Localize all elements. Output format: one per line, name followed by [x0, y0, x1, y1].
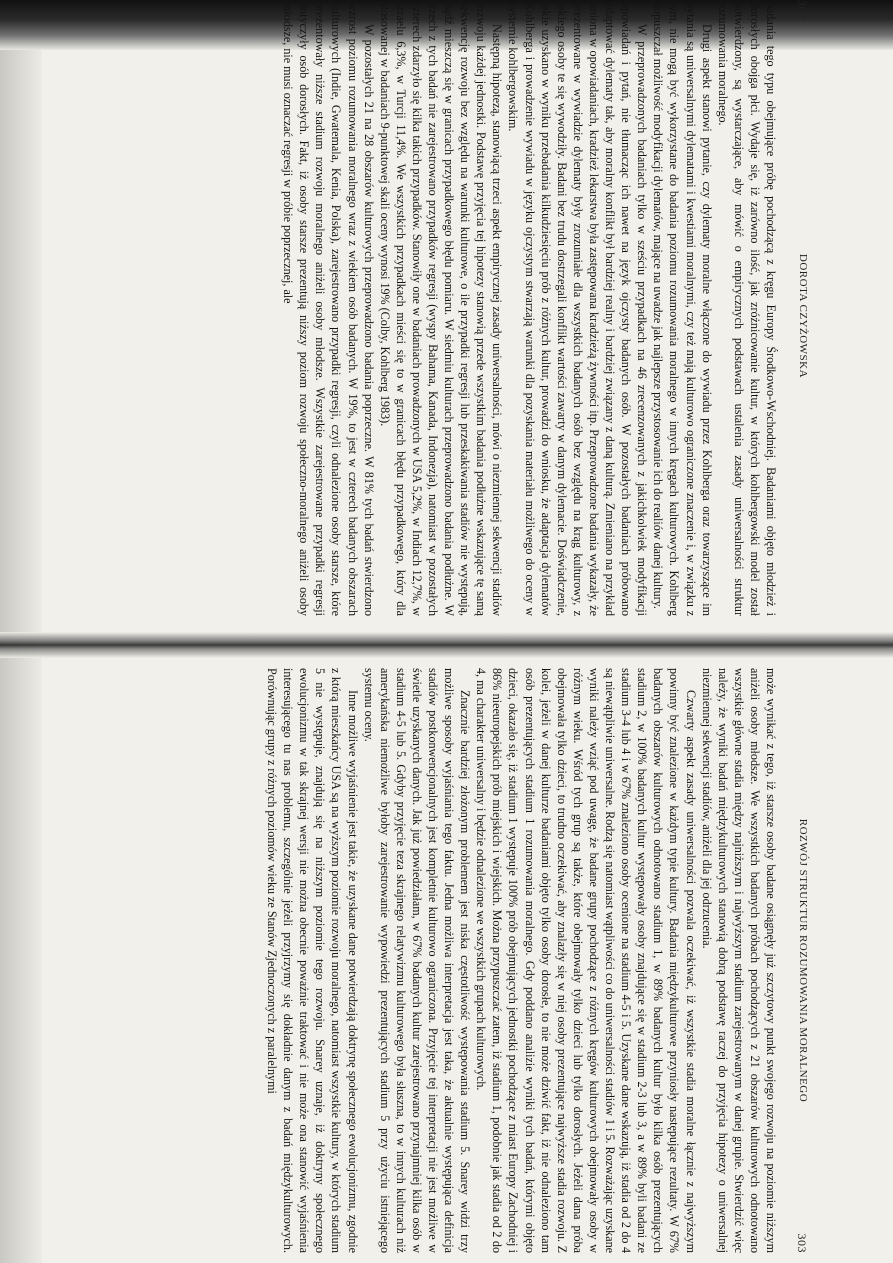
paragraph: Następną hipotezą, stanowiącą trzeci aspekt empirycznej zasady uniwersalności, mówi o niezmiennej sekwencji stadiów rozwoju każdej jednostki. Podstawę przyjęcia tej hipotezy stanowią przede wszystkim badania podłużne wskazujące tę samą sekwencję rozwoju bez względu na warunki kulturowe, o ile przypadki regresji lub przeskakiwania stadiów nie występują, bądź mieszczą się w granicach przypadkowego błędu pomiaru. W siedmiu kulturach przeprowadzono badania podłużne. W trzech z tych badań nie zarejestrowano przypadków regresji (wyspy Bahama, Kanada, Indonezja), natomiast w pozostałych czterech zdarzyło się kilka takich przypadków. Stanowiły one w badaniach prowadzonych w USA 5,2%, w Indiach 12,7%, w Izraelu 6,3%, w Turcji 11,4%. We wszystkich przypadkach mieści się to w granicach błędu przypadkowego, który dla stosowanej w badaniach 9-punktowej skali oceny wynosi 19% (Colby, Kohlberg 1983). — [377, 2, 505, 616]
book-gutter — [0, 632, 893, 658]
paragraph: Czwarty aspekt zasady uniwersalności pozwala oczekiwać, iż wszystkie stadia moralne łącznie z najwyższym powinny być znalezione w każdym typie kultury. Badania międzykulturowe przyniosły następujące rezultaty. W 67% badanych obszarów kulturowych odnotowano stadium 1, w 89% badanych kultur było kilka osób prezentujących stadium 2, w 100% badanych kultur występowały osoby znajdujące się w stadium 2-3 lub 3, a w 89% byli badani ze stadium 3-4 lub 4 i w 67% znaleziono osoby ocenione na stadium 4-5 i 5. Uzyskane dane wskazują, iż stadia od 2 do 4 są niewątpliwie uniwersalne. Rodzą się natomiast wątpliwości co do uniwersalności stadiów 1 i 5. Rozważając uzyskane wyniki należy wziąć pod uwagę, że badane grupy pochodzące z różnych kręgów kulturowych obejmowały osoby w różnym wieku. Wśród tych grup są także, które obejmowały tylko dzieci lub tylko dorosłych. Jeżeli dana próba obejmowała tylko dzieci, to trudno oczekiwać, aby znalazły się w niej osoby prezentujące najwyższe stadia rozwoju. Z kolei, jeżeli w danej kulturze badaniami objęto tylko osoby dorosłe, to nie może dziwić fakt, iż nie odnaleziono tam osób prezentujących stadium 1 rozumowania moralnego. Gdy poddano analizie wyniki tych badań, którymi objęto dzieci, okazało się, iż stadium 1 występuje 100% prób obejmujących jednostki pochodzące z miast Europy Zachodniej i 86% nieeuropejskich prób miejskich i wiejskich. Można przypuszczać zatem, iż stadium 1, podobnie jak stadia od 2 do 4, ma charakter uniwersalny i będzie odnalezione we wszystkich grupach kulturowych. — [474, 668, 698, 1253]
paragraph: może wynikać z tego, iż starsze osoby badane osiągnęły już szczytowy punkt swojego rozwoju na poziomie niższym aniżeli osoby młodsze. We wszystkich badanych próbach pochodzących z 21 obszarów kulturowych odnotowano wszystkie główne stadia między najniższym i najwyższym stadium zarejestrowanym w danej grupie. Stwierdzić więc należy, że wyniki badań międzykulturowych stanowią dobrą podstawę raczej do przyjęcia hipotezy o uniwersalnej niezmiennej sekwencji stadiów, aniżeli dla jej odrzucenia. — [699, 668, 778, 1253]
page-number: 303 — [795, 1233, 809, 1253]
paragraph: Znacznie bardziej złożonym problemem jest niska częstotliwość występowania stadium 5. Snarey widzi trzy możliwe sposoby wyjaśniania tego faktu. Jedna możliwa interpretacja jest taka, że aktualnie występująca definicja stadiów postkonwencjonalnych jest kompletnie kulturowo ograniczona. Przyjęcie tej interpretacji nie jest możliwe w świetle uzyskanych danych. Jak już powiedziałam, w 67% badanych kultur zarejestrowano przynajmniej kilka osób w stadium 4-5 lub 5. Gdyby przyjęcie teza skrajnego relatywizmu kulturowego była słuszna, to w innych kulturach niż amerykańska niemożliwe byłoby zarejestrowanie wypowiedzi prezentujących stadium 5 przy użyciu istniejącego systemu oceny. — [361, 668, 473, 1253]
paragraph: badania tego typu obejmujące próbę pochodzącą z kręgu Europy Środkowo-Wschodniej. Badaniami objęto młodzież i dorosłych obojga płci. Wydaje się, iż zarówno ilość, jak zróżnicowanie kultur, w których kohlbergowski model został potwierdzony, są wystarczające, aby mówić o empirycznych podstawach ustalenia zasady uniwersalności struktur rozumowania moralnego. — [715, 2, 778, 616]
running-head-title: ROZWÓJ STRUKTUR ROZUMOWANIA MORALNEGO — [797, 818, 809, 1103]
paragraph: Inne możliwe wyjaśnienie jest takie, że uzyskane dane potwierdzają doktrynę społecznego ewolucjonizmu, zgodnie z którą mieszkańcy USA są na wyższym poziomie rozwoju moralnego, natomiast wszystkie kultury, w których stadium 5 nie występuje, znajdują się na niższym poziomie tego rozwoju. Snarey uznaje, iż doktryny społecznego ewolucjonizmu w tak skrajnej wersji nie można obecnie poważnie traktować i nie może ona stanowić wyjaśnienia interesującego tu nas problemu, szczególnie jeżeli przyjrzymy się dokładnie danym z badań międzykulturowych. Porównując grupy z różnych poziomów wieku ze Stanów Zjednoczonych z paralelnymi — [265, 668, 360, 1253]
paragraph: W pozostałych 21 na 28 obszarów kulturowych przeprowadzono badania poprzeczne. W 81% tych badań stwierdzono wzrost poziomu rozumowania moralnego wraz z wiekiem osób badanych. W 19%, to jest w czterech badanych obszarach kulturowych (Indie, Gwatemala, Kenia, Polska), zarejestrowano przypadki regresji, czyli odnalezione osoby starsze, które prezentowały niższe stadium rozwoju moralnego aniżeli osoby młodsze. Wszystkie zarejestrowane przypadki regresji dotyczyły osób dorosłych. Fakt, iż osoby starsze prezentują niższy poziom rozwoju społeczno-moralnego aniżeli osoby młodsze, nie musi oznaczać regresji w próbie poprzecznej, ale — [281, 2, 376, 616]
paragraph: Drugi aspekt stanowi pytanie, czy dylematy moralne włączone do wywiadu przez Kohlberga oraz towarzyszące im pytania są uniwersalnymi dylematami i kwestiami moralnymi, czy też mają kulturowo ograniczone znaczenie i, w związku z tym, nie mogą być wykorzystane do badania poziomu rozumowania moralnego w innych kręgach kulturowych. Kohlberg dopuszczał możliwość modyfikacji dylematów, mające na uwadze jak najlepsze przystosowanie ich do realiów danej kultury. — [651, 2, 714, 616]
page-302-body — [30, 2, 779, 616]
page-303-body — [30, 668, 779, 1253]
running-head-title: DOROTA CZYŻOWSKA — [797, 253, 809, 379]
paragraph: W przeprowadzonych badaniach tylko w sześciu przypadkach na 46 zrecenzowanych z jakichkolwiek modyfikacji opowiadań i pytań, nie tłumacząc ich nawet na język ojczysty badanych osób. W pozostałych badaniach próbowano adaptować dylematy tak, aby moralny konflikt był bardziej realny i bardziej związany z daną kulturą. Zmieniano na przykład imiona w opowiadaniach, kradzież lekarstwa była zastępowana kradzieżą żywności itp. Przeprowadzone badania wykazały, że prezentowane w wywiadzie dylematy były zrozumiałe dla wszystkich badanych osób bez względu na krąg kulturowy, z jakiego osoby te się wywodziły. Badani bez trudu dostrzegali konflikt wartości zawarty w danym dylemacie. Doświadczenie, jakie uzyskano w wyniku przebadania kilkudziesięciu prób z różnych kultur, prowadzi do wniosku, że adaptacja dylematów Kohlberga i prowadzenie wywiadu w języku ojczystym stwarzają warunki dla pozyskania materiału możliwego do oceny w systemie kohlbergowskim. — [506, 2, 650, 616]
page-number: 302 — [795, 0, 809, 20]
page-303 — [0, 658, 893, 1263]
